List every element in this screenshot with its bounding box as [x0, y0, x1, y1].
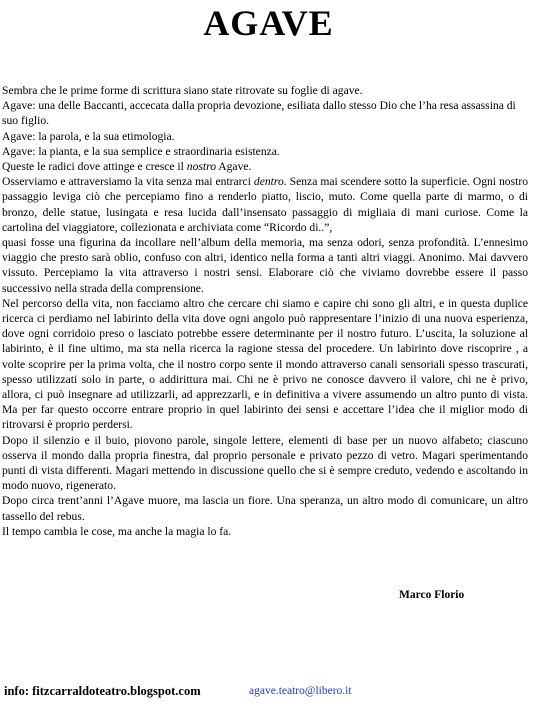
paragraph: Agave: la parola, e la sua etimologia. [2, 129, 175, 143]
paragraph: quasi fosse una figurina da incollare nell’album della memoria, ma senza odori, senza profondità. L’ennesimo viaggio che presto sarà oblio, confuso con altri, identico nella forma a tanti altri viaggi. Anonimo. Mai davvero vissuto. Percepiamo la vita attraverso i nostri sensi. Elaborare ciò che viviamo dovrebbe essere il passo successivo nella strada della comprensione. [2, 236, 528, 295]
article-body [2, 83, 528, 539]
paragraph: Il tempo cambia le cose, ma anche la magia lo fa. [2, 524, 232, 538]
page-title: AGAVE [203, 3, 334, 43]
paragraph: Nel percorso della vita, non facciamo altro che cercare chi siamo e capire chi sono gli altri, e in questa duplice ricerca ci perdiamo nel labirinto della vita dove ogni angolo può rappresentare l’inizio di una nuova esperienza, dove ogni corridoio preso o lasciato potrebbe essere determinante per il nostro futuro. L’uscita, la soluzione al labirinto, è il fine ultimo, ma sta nella ricerca la ragione stessa del procedere. Un labirinto dove riscoprire , a volte scoprire per la prima volta, che il nostro corpo sente il mondo attraverso canali sensoriali spesso trascurati, spesso utilizzati solo in parte, o addirittura mai. Chi ne è privo ne conosce davvero il valore, chi ne è privo, allora, ci può insegnare ad utilizzarli, ad apprezzarli, e in definitiva a vivere assumendo un altro punto di vista. Ma per far questo occorre entrare proprio in quel labirinto dei sensi e accettare l’idea che il miglior modo di ritrovarsi è proprio perdersi. [2, 296, 528, 432]
roots-text-before: Queste le radici dove attinge e cresce il [2, 160, 187, 174]
roots-text-after: Agave. [216, 160, 252, 174]
paragraph-roots [2, 159, 528, 174]
paragraph: Dopo circa trent’anni l’Agave muore, ma lascia un fiore. Una speranza, un altro modo di comunicare, un altro tassello del rebus. [2, 494, 528, 523]
paragraph: Sembra che le prime forme di scrittura siano state ritrovate su foglie di agave. [2, 84, 363, 97]
author-signature: Marco Florio [399, 589, 465, 601]
paragraph-observe [2, 174, 528, 235]
observe-emphasis: dentro [253, 175, 284, 189]
paragraph: Agave: la pianta, e la sua semplice e straordinaria esistenza. [2, 144, 280, 158]
footer-blog-info: info: fitzcarraldoteatro.blogspot.com [4, 684, 201, 698]
paragraph: Dopo il silenzio e il buio, piovono parole, singole lettere, elementi di base per un nuovo alfabeto; ciascuno osserva il mondo dalla propria finestra, dal proprio personale e privato pezzo di vetro. Magari sperimentando punti di vista differenti. Magari mettendo in discussione quello che si è sempre creduto, vedendo e ascoltando in modo nuovo, rigenerato. [2, 433, 528, 493]
paragraph: Agave: una delle Baccanti, accecata dalla propria devozione, esiliata dallo stesso Dio che l’ha resa assassina di suo figlio. [2, 99, 516, 128]
observe-text-before: Osserviamo e attraversiamo la vita senza mai entrarci [2, 175, 254, 189]
observe-text-after: . Senza mai scendere sotto la superficie. Ogni nostro passaggio leviga ciò che percepiamo fino a renderlo piatto, liscio, muto. Come quella parte di marmo, o di bronzo, delle statue, lusingata e resa lucida dall’insensato passaggio di migliaia di mani curiose. Come la cartolina del viaggiatore, collezionata e archiviata come “Ricordo di..”, [2, 175, 528, 234]
roots-emphasis: nostro [186, 160, 216, 174]
footer-email-link[interactable]: agave.teatro@libero.it [249, 685, 352, 697]
